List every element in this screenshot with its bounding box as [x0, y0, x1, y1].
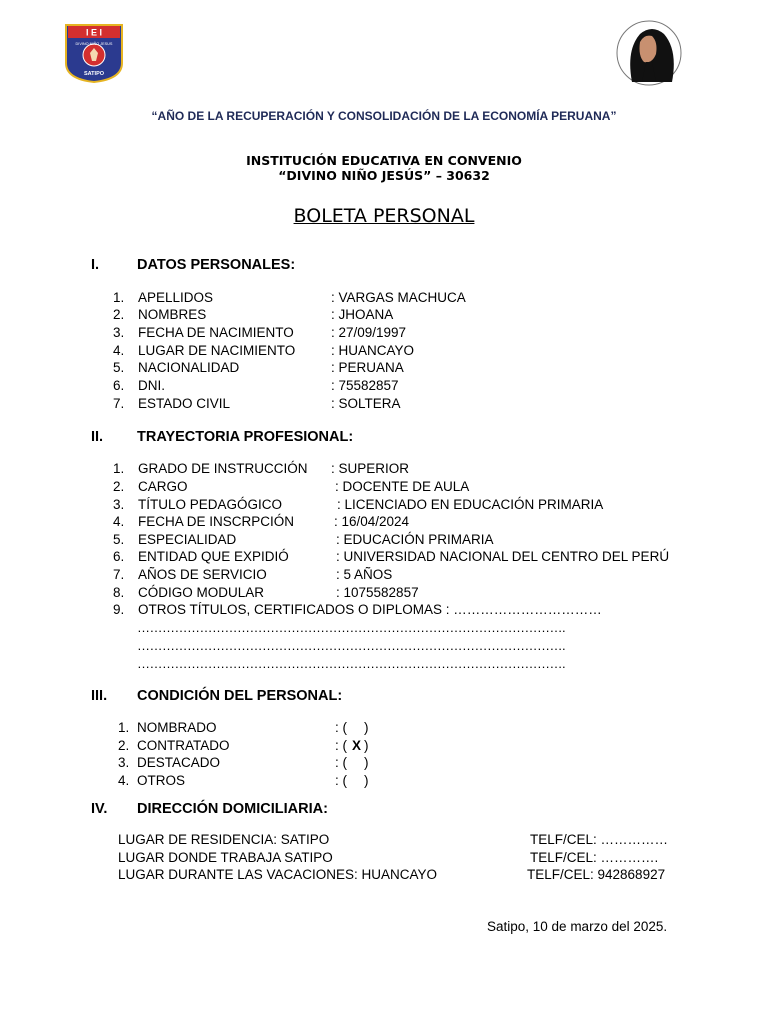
item-value: : UNIVERSIDAD NACIONAL DEL CENTRO DEL PERÚ: [336, 549, 670, 564]
list-item: [0, 496, 768, 513]
item-label: NOMBRADO: [137, 720, 217, 735]
item-number: 8.: [113, 585, 125, 600]
item-number: 7.: [113, 396, 125, 411]
item-value: : DOCENTE DE AULA: [335, 479, 470, 494]
item-label: ESTADO CIVIL: [138, 396, 231, 411]
item-label: AÑOS DE SERVICIO: [138, 567, 267, 582]
list-item: [0, 359, 768, 376]
checkbox-open: : (: [335, 755, 347, 770]
item-label: TÍTULO PEDAGÓGICO: [138, 497, 283, 512]
list-item: [0, 342, 768, 359]
checkbox-close: ): [364, 773, 369, 788]
list-item: [0, 566, 768, 583]
institution-name: INSTITUCIÓN EDUCATIVA EN CONVENIO: [246, 153, 522, 168]
address-phone: TELF/CEL: 942868927: [527, 867, 666, 882]
list-item: [0, 754, 768, 771]
list-item: [0, 548, 768, 565]
item-value: : VARGAS MACHUCA: [331, 290, 466, 305]
list-item: [0, 478, 768, 495]
section-title: DATOS PERSONALES:: [137, 257, 296, 273]
item-number: 4.: [113, 514, 125, 529]
list-item: [0, 306, 768, 323]
item-value: : 5 AÑOS: [336, 567, 393, 582]
item-number: 1.: [118, 720, 130, 735]
year-motto: “AÑO DE LA RECUPERACIÓN Y CONSOLIDACIÓN DE LA ECONOMÍA PERUANA”: [151, 109, 617, 123]
list-item: [0, 460, 768, 477]
item-label: DESTACADO: [137, 755, 221, 770]
item-value: : SUPERIOR: [331, 461, 410, 476]
section-title: TRAYECTORIA PROFESIONAL:: [137, 429, 354, 445]
item-label: FECHA DE INSCRPCIÓN: [138, 514, 295, 529]
item-label: LUGAR DE NACIMIENTO: [138, 343, 296, 358]
item-value: : 16/04/2024: [334, 514, 410, 529]
item-label: GRADO DE INSTRUCCIÓN: [138, 461, 308, 476]
item-number: 6.: [113, 549, 125, 564]
item-value: : LICENCIADO EN EDUCACIÓN PRIMARIA: [337, 497, 604, 512]
item-value: : JHOANA: [331, 307, 394, 322]
list-item: [0, 324, 768, 341]
list-item: [0, 289, 768, 306]
checkbox-close: ): [364, 720, 369, 735]
svg-text:SATIPO: SATIPO: [83, 71, 105, 77]
svg-text:I E I: I E I: [85, 27, 103, 38]
list-item: [0, 601, 768, 618]
list-item: [0, 772, 768, 789]
item-label: NACIONALIDAD: [138, 360, 240, 375]
item-value: : 27/09/1997: [331, 325, 407, 340]
item-number: 2.: [118, 738, 130, 753]
address-place: LUGAR DE RESIDENCIA: SATIPO: [118, 832, 330, 847]
item-number: 6.: [113, 378, 125, 393]
item-value: : PERUANA: [331, 360, 404, 375]
item-number: 2.: [113, 307, 125, 322]
address-row: [0, 849, 768, 866]
item-value: : HUANCAYO: [331, 343, 415, 358]
item-label: ESPECIALIDAD: [138, 532, 237, 547]
item-number: 5.: [113, 532, 125, 547]
section-number: IV.: [91, 801, 108, 817]
checkbox-close: ): [364, 755, 369, 770]
checkbox-open: : (: [335, 738, 347, 753]
section-number: I.: [91, 257, 100, 273]
section-number: III.: [91, 688, 108, 704]
dotted-fill-line: ………………………………………………………………………………………….: [137, 656, 566, 671]
item-number: 3.: [113, 325, 125, 340]
list-item: [0, 377, 768, 394]
item-number: 1.: [113, 461, 125, 476]
checkbox-close: ): [364, 738, 369, 753]
list-item: [0, 513, 768, 530]
item-value: : 75582857: [331, 378, 399, 393]
list-item: [0, 719, 768, 736]
nun-portrait-logo: [612, 20, 684, 88]
institution-subtitle: “DIVINO NIÑO JESÚS” – 30632: [278, 168, 490, 183]
item-number: 9.: [113, 602, 125, 617]
address-place: LUGAR DONDE TRABAJA SATIPO: [118, 850, 333, 865]
item-number: 5.: [113, 360, 125, 375]
checkbox-open: : (: [335, 720, 347, 735]
address-row: [0, 831, 768, 848]
item-value: : EDUCACIÓN PRIMARIA: [336, 532, 494, 547]
checkbox-open: : (: [335, 773, 347, 788]
item-label: OTROS TÍTULOS, CERTIFICADOS O DIPLOMAS : ……………………………: [138, 602, 602, 617]
page-title: BOLETA PERSONAL: [293, 205, 475, 227]
item-label: APELLIDOS: [138, 290, 214, 305]
item-number: 1.: [113, 290, 125, 305]
list-item: [0, 737, 768, 754]
item-number: 4.: [113, 343, 125, 358]
list-item: [0, 395, 768, 412]
item-label: OTROS: [137, 773, 186, 788]
section-title: DIRECCIÓN DOMICILIARIA:: [137, 801, 328, 817]
item-label: NOMBRES: [138, 307, 207, 322]
list-item: [0, 531, 768, 548]
address-phone: TELF/CEL: ………….: [530, 850, 659, 865]
item-label: CÓDIGO MODULAR: [138, 585, 265, 600]
item-value: : SOLTERA: [331, 396, 401, 411]
address-place: LUGAR DURANTE LAS VACACIONES: HUANCAYO: [118, 867, 438, 882]
item-number: 7.: [113, 567, 125, 582]
date-line: Satipo, 10 de marzo del 2025.: [487, 919, 668, 934]
dotted-fill-line: ………………………………………………………………………………………….: [137, 620, 566, 635]
section-number: II.: [91, 429, 104, 445]
item-number: 2.: [113, 479, 125, 494]
item-label: FECHA DE NACIMIENTO: [138, 325, 294, 340]
item-label: CONTRATADO: [137, 738, 230, 753]
dotted-fill-line: ………………………………………………………………………………………….: [137, 638, 566, 653]
item-number: 3.: [113, 497, 125, 512]
address-phone: TELF/CEL: ……………: [530, 832, 669, 847]
school-logo: [64, 23, 124, 83]
item-number: 4.: [118, 773, 130, 788]
item-label: ENTIDAD QUE EXPIDIÓ: [138, 549, 289, 564]
item-value: : 1075582857: [336, 585, 419, 600]
item-number: 3.: [118, 755, 130, 770]
item-label: CARGO: [138, 479, 188, 494]
section-title: CONDICIÓN DEL PERSONAL:: [137, 688, 343, 704]
item-label: DNI.: [138, 378, 165, 393]
list-item: [0, 584, 768, 601]
address-row: [0, 866, 768, 883]
checkbox-mark: X: [352, 738, 362, 753]
svg-text:DIVINO NIÑO JESUS: DIVINO NIÑO JESUS: [75, 42, 113, 46]
